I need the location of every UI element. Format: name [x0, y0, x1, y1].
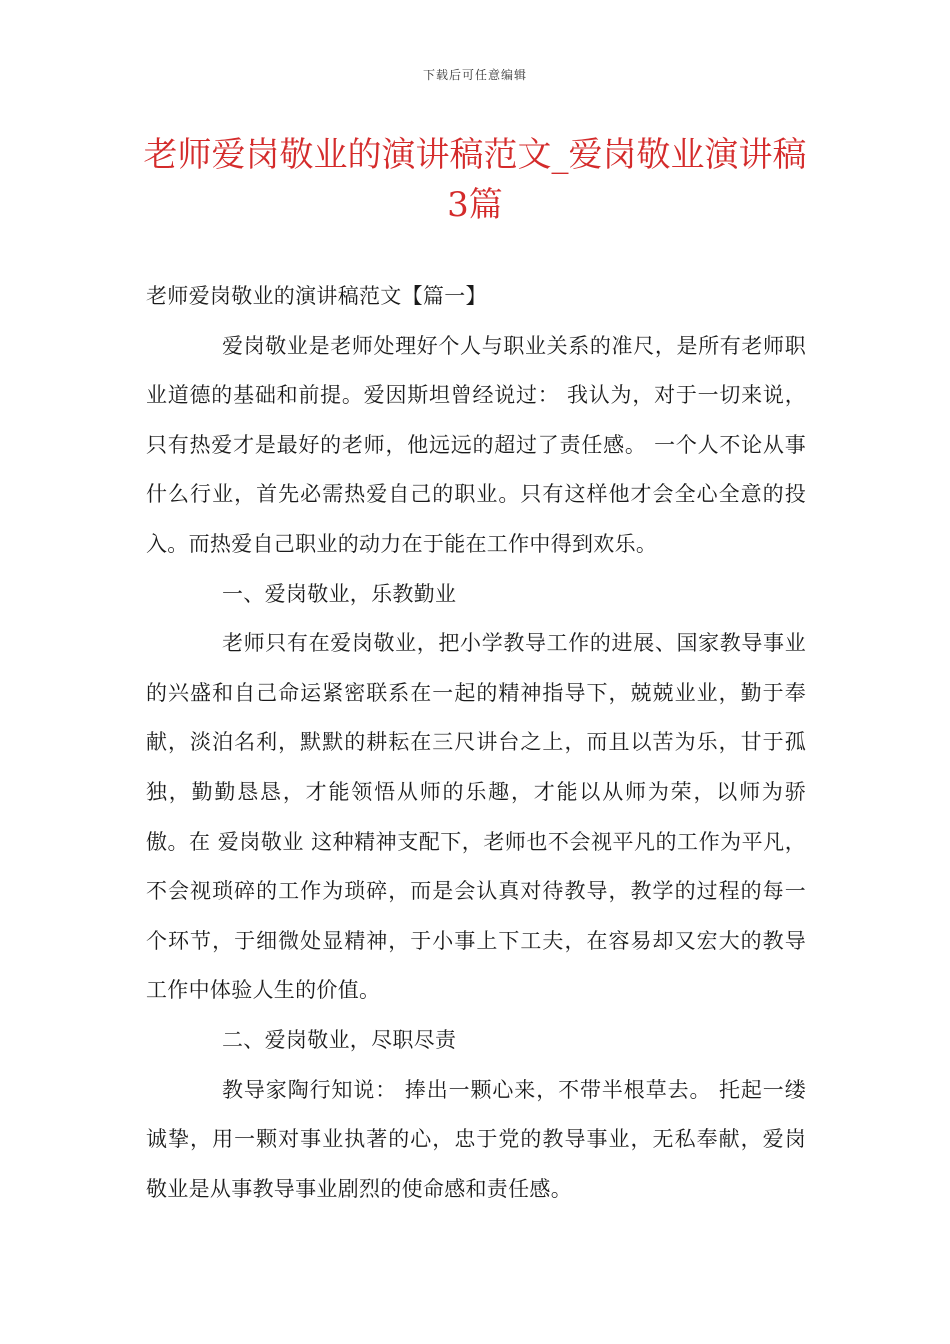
document-title: 老师爱岗敬业的演讲稿范文_爱岗敬业演讲稿3篇: [143, 135, 807, 225]
document-body: [146, 272, 806, 1214]
section-subtitle: 老师爱岗敬业的演讲稿范文【篇一】: [146, 284, 487, 308]
paragraph-section-1: 老师只有在爱岗敬业，把小学教导工作的进展、国家教导事业的兴盛和自己命运紧密联系在一起的精神指导下，兢兢业业，勤于奉献，淡泊名利，默默的耕耘在三尺讲台之上，而且以苦为乐，甘于孤独，勤勤恳恳，才能领悟从师的乐趣，才能以从师为荣，以师为骄傲。在 爱岗敬业 这种精神支配下，老师也不会视平凡的工作为平凡，不会视琐碎的工作为琐碎，而是会认真对待教导，教学的过程的每一个环节，于细微处显精神，于小事上下工夫，在容易却又宏大的教导工作中体验人生的价值。: [146, 631, 806, 1003]
header-note: 下载后可任意编辑: [422, 68, 527, 82]
paragraph-intro: 爱岗敬业是老师处理好个人与职业关系的准尺，是所有老师职业道德的基础和前提。爱因斯坦曾经说过： 我认为，对于一切来说，只有热爱才是最好的老师，他远远的超过了责任感。 一个人不论从事什么行业，首先必需热爱自己的职业。只有这样他才会全心全意的投入。而热爱自己职业的动力在于能在工作中得到欢乐。: [146, 333, 806, 556]
paragraph-section-2: 教导家陶行知说： 捧出一颗心来，不带半根草去。 托起一缕诚挚，用一颗对事业执著的心，忠于党的教导事业，无私奉献，爱岗敬业是从事教导事业剧烈的使命感和责任感。: [146, 1077, 806, 1201]
section-heading-2: 二、爱岗敬业，尽职尽责: [222, 1027, 457, 1052]
section-heading-1: 一、爱岗敬业，乐教勤业: [222, 581, 457, 606]
